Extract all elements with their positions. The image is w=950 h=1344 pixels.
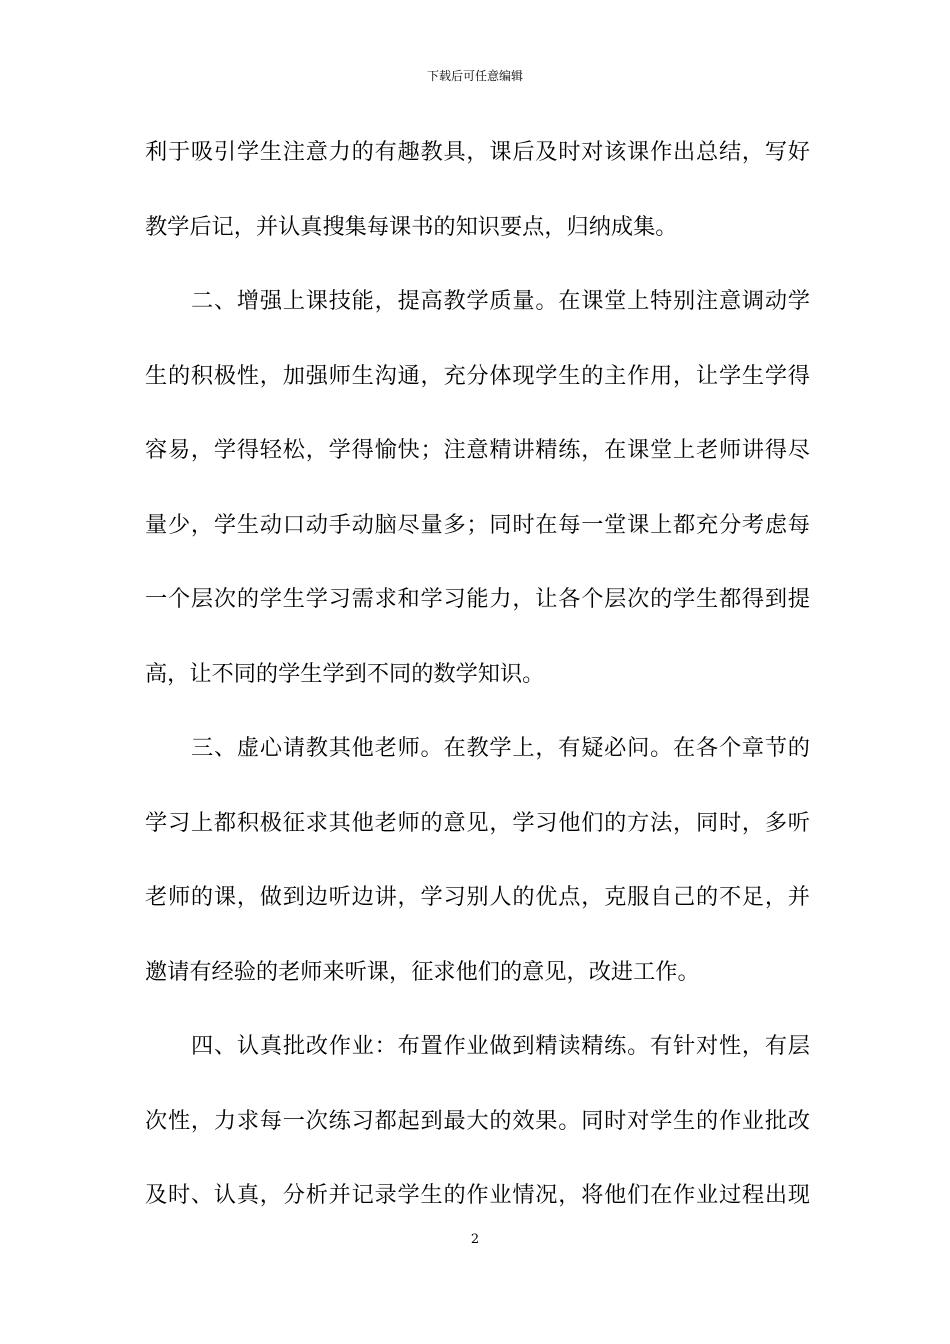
text-line: 及时、认真，分析并记录学生的作业情况，将他们在作业过程出现 — [145, 1182, 810, 1208]
text-line: 老师的课，做到边听边讲，学习别人的优点，克服自己的不足，并 — [145, 884, 810, 910]
text-line: 高，让不同的学生学到不同的数学知识。 — [145, 660, 545, 687]
paragraph-start-line: 三、虚心请教其他老师。在教学上，有疑必问。在各个章节的 — [191, 735, 810, 761]
text-line: 邀请有经验的老师来听课，征求他们的意见，改进工作。 — [145, 958, 700, 985]
page-number: 2 — [470, 1232, 480, 1247]
page-header: 下载后可任意编辑 — [426, 69, 523, 83]
paragraph-start-line: 四、认真批改作业：布置作业做到精读精练。有针对性，有层 — [191, 1033, 810, 1059]
text-line: 次性，力求每一次练习都起到最大的效果。同时对学生的作业批改 — [145, 1107, 810, 1134]
text-line: 利于吸引学生注意力的有趣教具，课后及时对该课作出总结，写好 — [145, 139, 810, 165]
paragraph-start-line: 二、增强上课技能，提高教学质量。在课堂上特别注意调动学 — [191, 288, 810, 314]
text-line: 学习上都积极征求其他老师的意见，学习他们的方法，同时，多听 — [145, 809, 810, 836]
text-line: 量少，学生动口动手动脑尽量多；同时在每一堂课上都充分考虑每 — [145, 511, 810, 538]
text-line: 容易，学得轻松，学得愉快；注意精讲精练，在课堂上老师讲得尽 — [145, 437, 810, 463]
document-body — [145, 126, 810, 1244]
text-line: 一个层次的学生学习需求和学习能力，让各个层次的学生都得到提 — [145, 586, 810, 612]
text-line: 生的积极性，加强师生沟通，充分体现学生的主作用，让学生学得 — [145, 362, 810, 389]
text-line: 教学后记，并认真搜集每课书的知识要点，归纳成集。 — [145, 213, 678, 240]
